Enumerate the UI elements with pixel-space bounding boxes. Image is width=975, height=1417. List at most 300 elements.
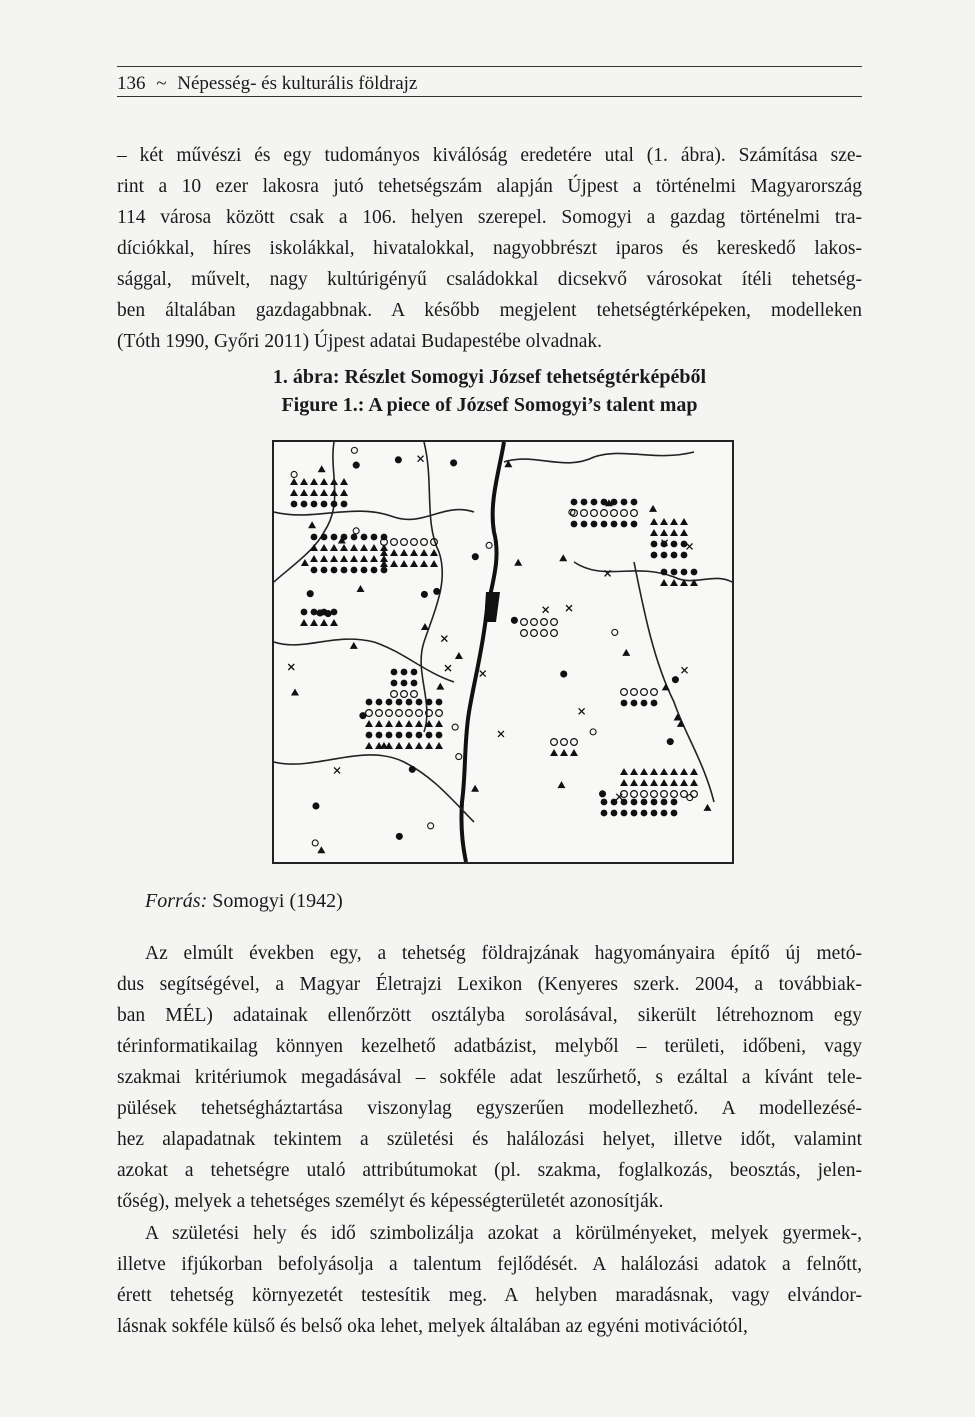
map-triangle-symbol: [317, 846, 325, 853]
map-dot-symbol: [621, 499, 628, 506]
map-open-circle-symbol: [401, 691, 408, 698]
map-triangle-symbol: [310, 544, 318, 551]
map-triangle-symbol: [670, 779, 678, 786]
map-dot-symbol: [386, 699, 393, 706]
map-dot-symbol: [401, 680, 408, 687]
map-dot-symbol: [671, 810, 678, 817]
map-dot-symbol: [611, 521, 618, 528]
map-dot-symbol: [311, 609, 318, 616]
paragraph3-line: A születési hely és idő szimbolizálja azokat a körülményeket, melyek gyermek-,: [145, 1223, 862, 1244]
map-triangle-symbol: [405, 720, 413, 727]
map-open-circle-symbol: [621, 510, 628, 517]
map-cross-symbol: [687, 543, 693, 549]
map-cross-symbol: [334, 767, 340, 773]
map-cross-symbol: [441, 636, 447, 642]
map-dot-symbol: [436, 732, 443, 739]
map-triangle-symbol: [670, 518, 678, 525]
map-open-circle-symbol: [612, 629, 618, 635]
map-triangle-symbol: [435, 742, 443, 749]
map-open-circle-symbol: [421, 539, 428, 546]
map-dot-symbol: [691, 569, 698, 576]
map-dot-symbol: [581, 499, 588, 506]
map-triangle-symbol: [410, 560, 418, 567]
map-open-circle-symbol: [631, 791, 638, 798]
map-open-circle-symbol: [581, 510, 588, 517]
paragraph2-line: Az elmúlt években egy, a tehetség földrajzának hagyományaira építő új metó-: [145, 943, 862, 964]
map-dot-symbol: [411, 680, 418, 687]
map-dot-symbol: [396, 833, 402, 839]
map-dot-symbol: [651, 541, 658, 548]
map-open-circle-symbol: [671, 791, 678, 798]
map-triangle-symbol: [395, 742, 403, 749]
map-triangle-symbol: [340, 555, 348, 562]
map-triangle-symbol: [390, 560, 398, 567]
map-dot-symbol: [416, 699, 423, 706]
map-triangle-symbol: [290, 489, 298, 496]
map-triangle-symbol: [330, 544, 338, 551]
map-dot-symbol: [386, 732, 393, 739]
map-open-circle-symbol: [353, 528, 359, 534]
map-dot-symbol: [571, 521, 578, 528]
running-header: [117, 72, 862, 98]
map-dot-symbol: [391, 669, 398, 676]
map-triangle-symbol: [350, 642, 358, 649]
talent-map-figure: [272, 440, 734, 864]
map-open-circle-symbol: [411, 691, 418, 698]
map-triangle-symbol: [622, 649, 630, 656]
map-dot-symbol: [436, 699, 443, 706]
map-dot-symbol: [353, 462, 359, 468]
map-dot-symbol: [434, 588, 440, 594]
map-dot-symbol: [489, 615, 495, 621]
map-cross-symbol: [566, 605, 572, 611]
map-dot-symbol: [341, 567, 348, 574]
map-dot-symbol: [301, 609, 308, 616]
map-dot-symbol: [421, 591, 427, 597]
map-dot-symbol: [641, 700, 648, 707]
figure-source: [145, 890, 343, 913]
paragraph1-line: ben általában gazdagabbnak. A később megjelent tehetségtérképeken, modelleken: [117, 300, 862, 321]
map-dot-symbol: [321, 534, 328, 541]
map-triangle-symbol: [310, 555, 318, 562]
paragraph-2: [117, 938, 862, 1217]
map-dot-symbol: [391, 680, 398, 687]
map-triangle-symbol: [660, 779, 668, 786]
map-dot-symbol: [621, 810, 628, 817]
map-open-circle-symbol: [386, 710, 393, 717]
map-triangle-symbol: [330, 555, 338, 562]
paragraph1-line: (Tóth 1990, Győri 2011) Újpest adatai Budapestébe olvadnak.: [117, 331, 603, 352]
map-triangle-symbol: [308, 521, 316, 528]
map-triangle-symbol: [650, 529, 658, 536]
map-dot-symbol: [661, 569, 668, 576]
map-dot-symbol: [291, 501, 298, 508]
map-triangle-symbol: [420, 560, 428, 567]
map-dot-symbol: [317, 610, 323, 616]
map-dot-symbol: [351, 567, 358, 574]
map-triangle-symbol: [290, 478, 298, 485]
paragraph2-line: azokat a tehetségre utaló attribútumokat (pl. szakma, foglalkozás, beosztás, jelen-: [117, 1160, 862, 1181]
map-cross-symbol: [498, 731, 504, 737]
map-triangle-symbol: [340, 478, 348, 485]
map-open-circle-symbol: [391, 539, 398, 546]
map-triangle-symbol: [405, 742, 413, 749]
map-triangle-symbol: [370, 544, 378, 551]
map-dot-symbol: [631, 810, 638, 817]
map-open-circle-symbol: [411, 539, 418, 546]
map-dot-symbol: [631, 799, 638, 806]
map-dot-symbol: [651, 552, 658, 559]
map-dot-symbol: [681, 552, 688, 559]
map-triangle-symbol: [420, 549, 428, 556]
map-dot-symbol: [366, 732, 373, 739]
map-dot-symbol: [331, 609, 338, 616]
map-dot-symbol: [376, 732, 383, 739]
map-triangle-symbol: [400, 560, 408, 567]
map-dot-symbol: [667, 739, 673, 745]
map-dot-symbol: [341, 501, 348, 508]
map-dot-symbol: [396, 699, 403, 706]
map-dot-symbol: [331, 534, 338, 541]
paragraph2-line: pülések tehetségháztartása viszonylag egyszerűen modellezhető. A modellezésé-: [117, 1098, 862, 1119]
map-open-circle-symbol: [611, 510, 618, 517]
map-triangle-symbol: [704, 804, 712, 811]
county-border-5: [574, 562, 732, 582]
paragraph3-line: érett tehetség környezetét testesítik meg. A helyben maradásnak, vagy elvándor-: [117, 1285, 862, 1306]
map-open-circle-symbol: [641, 791, 648, 798]
paragraph1-line: 114 városa között csak a 106. helyen szerepel. Somogyi a gazdag történelmi tra-: [117, 207, 862, 228]
map-triangle-symbol: [660, 579, 668, 586]
map-dot-symbol: [371, 567, 378, 574]
map-triangle-symbol: [559, 554, 567, 561]
paragraph2-line: tőség), melyek a tehetséges személyt és képességterületét azonosítják.: [117, 1191, 664, 1212]
map-dot-symbol: [411, 669, 418, 676]
map-dot-symbol: [651, 700, 658, 707]
county-border-7: [274, 755, 474, 822]
map-triangle-symbol: [340, 489, 348, 496]
map-triangle-symbol: [320, 478, 328, 485]
danube-river: [461, 442, 504, 862]
map-open-circle-symbol: [366, 710, 373, 717]
map-dot-symbol: [381, 567, 388, 574]
map-open-circle-symbol: [541, 619, 548, 626]
map-dot-symbol: [621, 521, 628, 528]
map-triangle-symbol: [680, 518, 688, 525]
map-triangle-symbol: [620, 768, 628, 775]
map-dot-symbol: [351, 534, 358, 541]
map-triangle-symbol: [356, 585, 364, 592]
county-border-3: [274, 639, 454, 682]
map-open-circle-symbol: [651, 689, 658, 696]
paragraph2-line: térinformatikailag könnyen kezelhető adatbázist, melyből – területi, időbeni, vagy: [117, 1036, 862, 1057]
map-cross-symbol: [543, 607, 549, 613]
map-open-circle-symbol: [551, 630, 558, 637]
map-dot-symbol: [313, 803, 319, 809]
map-triangle-symbol: [640, 768, 648, 775]
map-dot-symbol: [401, 669, 408, 676]
map-triangle-symbol: [690, 768, 698, 775]
map-dot-symbol: [591, 499, 598, 506]
map-triangle-symbol: [550, 749, 558, 756]
map-triangle-symbol: [430, 560, 438, 567]
map-open-circle-symbol: [531, 619, 538, 626]
map-open-circle-symbol: [486, 542, 492, 548]
paragraph2-line: ban MÉL) adatainak ellenőrzött osztályba sorolásával, sikerült létrehoznom egy: [117, 1005, 862, 1026]
map-triangle-symbol: [630, 779, 638, 786]
paragraph1-line: – két művészi és egy tudományos kiválóság eredetére utal (1. ábra). Számítása sze-: [117, 145, 862, 166]
map-dot-symbol: [641, 799, 648, 806]
map-open-circle-symbol: [551, 739, 558, 746]
map-triangle-symbol: [557, 781, 565, 788]
map-triangle-symbol: [660, 768, 668, 775]
map-triangle-symbol: [680, 768, 688, 775]
map-dot-symbol: [641, 810, 648, 817]
map-dot-symbol: [561, 671, 567, 677]
map-dot-symbol: [631, 521, 638, 528]
map-dot-symbol: [601, 521, 608, 528]
map-triangle-symbol: [320, 555, 328, 562]
map-dot-symbol: [511, 617, 517, 623]
map-open-circle-symbol: [351, 447, 357, 453]
map-dot-symbol: [661, 799, 668, 806]
map-dot-symbol: [631, 499, 638, 506]
map-triangle-symbol: [415, 742, 423, 749]
map-open-circle-symbol: [541, 630, 548, 637]
map-open-circle-symbol: [591, 510, 598, 517]
map-triangle-symbol: [365, 720, 373, 727]
map-triangle-symbol: [320, 619, 328, 626]
map-open-circle-symbol: [561, 739, 568, 746]
map-triangle-symbol: [370, 555, 378, 562]
map-triangle-symbol: [330, 489, 338, 496]
map-triangle-symbol: [310, 489, 318, 496]
header-bottom-rule: [117, 96, 862, 97]
paragraph3-line: illetve ifjúkorban befolyásolja a talentum fejlődését. A halálozási adatok a felnőtt,: [117, 1254, 862, 1275]
map-dot-symbol: [331, 567, 338, 574]
map-cross-symbol: [418, 456, 424, 462]
map-triangle-symbol: [455, 652, 463, 659]
map-open-circle-symbol: [376, 710, 383, 717]
map-triangle-symbol: [650, 779, 658, 786]
map-dot-symbol: [406, 699, 413, 706]
map-dot-symbol: [321, 501, 328, 508]
map-open-circle-symbol: [590, 729, 596, 735]
paragraph2-line: szakmai kritériumok megadásával – sokféle adat leszűrhető, s ezáltal a kívánt tele-: [117, 1067, 862, 1088]
map-dot-symbol: [416, 732, 423, 739]
map-open-circle-symbol: [452, 724, 458, 730]
map-dot-symbol: [361, 534, 368, 541]
map-dot-symbol: [371, 534, 378, 541]
map-open-circle-symbol: [651, 791, 658, 798]
talent-map-image: [274, 442, 732, 862]
map-triangle-symbol: [662, 683, 670, 690]
map-triangle-symbol: [436, 683, 444, 690]
map-dot-symbol: [600, 791, 606, 797]
map-dot-symbol: [591, 521, 598, 528]
map-open-circle-symbol: [401, 539, 408, 546]
map-dot-symbol: [661, 810, 668, 817]
paragraph-1: [117, 140, 862, 357]
map-cross-symbol: [480, 671, 486, 677]
map-triangle-symbol: [680, 529, 688, 536]
map-dot-symbol: [681, 569, 688, 576]
map-open-circle-symbol: [641, 689, 648, 696]
map-triangle-symbol: [620, 779, 628, 786]
map-triangle-symbol: [365, 742, 373, 749]
map-triangle-symbol: [360, 544, 368, 551]
map-cross-symbol: [682, 667, 688, 673]
map-dot-symbol: [601, 799, 608, 806]
map-open-circle-symbol: [631, 510, 638, 517]
map-triangle-symbol: [360, 555, 368, 562]
source-label: Forrás:: [145, 890, 208, 912]
map-dot-symbol: [366, 699, 373, 706]
map-open-circle-symbol: [571, 739, 578, 746]
map-triangle-symbol: [670, 768, 678, 775]
map-triangle-symbol: [680, 779, 688, 786]
map-open-circle-symbol: [312, 840, 318, 846]
map-dot-symbol: [307, 591, 313, 597]
map-triangle-symbol: [660, 518, 668, 525]
map-symbols: [288, 447, 711, 853]
map-triangle-symbol: [385, 720, 393, 727]
map-cross-symbol: [579, 708, 585, 714]
map-dot-symbol: [581, 521, 588, 528]
map-triangle-symbol: [395, 720, 403, 727]
map-dot-symbol: [621, 700, 628, 707]
map-triangle-symbol: [330, 619, 338, 626]
running-title: Népesség- és kulturális földrajz: [177, 73, 418, 94]
source-text: Somogyi (1942): [207, 890, 343, 912]
map-open-circle-symbol: [531, 630, 538, 637]
map-dot-symbol: [376, 699, 383, 706]
paragraph1-line: díciókkal, híres iskolákkal, hivatalokkal, nagyobbrészt iparos és kereskedő lakos-: [117, 238, 862, 259]
map-open-circle-symbol: [428, 823, 434, 829]
map-dot-symbol: [601, 810, 608, 817]
map-dot-symbol: [571, 499, 578, 506]
paragraph2-line: dus segítségével, a Magyar Életrajzi Lexikon (Kenyeres szerk. 2004, a továbbiak-: [117, 974, 862, 995]
map-triangle-symbol: [670, 579, 678, 586]
map-dot-symbol: [671, 569, 678, 576]
map-triangle-symbol: [690, 779, 698, 786]
paragraph1-line: sággal, művelt, nagy kultúrigényű családokkal dicsekvő városokat ítéli tehetség-: [117, 269, 862, 290]
map-triangle-symbol: [677, 720, 685, 727]
paragraph3-line: lásnak sokféle külső és belső oka lehet, melyek általában az egyéni motivációtól,: [117, 1316, 748, 1337]
map-open-circle-symbol: [691, 791, 698, 798]
map-dot-symbol: [472, 554, 478, 560]
map-open-circle-symbol: [621, 689, 628, 696]
map-triangle-symbol: [415, 720, 423, 727]
map-open-circle-symbol: [551, 619, 558, 626]
map-triangle-symbol: [350, 555, 358, 562]
county-border-1: [274, 510, 474, 520]
map-triangle-symbol: [350, 544, 358, 551]
map-dot-symbol: [409, 766, 415, 772]
map-dot-symbol: [311, 534, 318, 541]
map-triangle-symbol: [300, 489, 308, 496]
map-open-circle-symbol: [521, 630, 528, 637]
map-dot-symbol: [672, 677, 678, 683]
map-triangle-symbol: [435, 720, 443, 727]
map-open-circle-symbol: [406, 710, 413, 717]
map-dot-symbol: [671, 799, 678, 806]
map-open-circle-symbol: [681, 791, 688, 798]
map-triangle-symbol: [670, 529, 678, 536]
map-dot-symbol: [406, 732, 413, 739]
map-dot-symbol: [301, 501, 308, 508]
map-triangle-symbol: [291, 689, 299, 696]
map-triangle-symbol: [650, 768, 658, 775]
map-triangle-symbol: [560, 749, 568, 756]
map-dot-symbol: [451, 460, 457, 466]
map-dot-symbol: [426, 732, 433, 739]
map-open-circle-symbol: [291, 471, 297, 477]
map-dot-symbol: [396, 732, 403, 739]
map-open-circle-symbol: [631, 689, 638, 696]
map-triangle-symbol: [380, 742, 388, 749]
map-open-circle-symbol: [391, 691, 398, 698]
map-open-circle-symbol: [456, 754, 462, 760]
map-dot-symbol: [611, 810, 618, 817]
map-triangle-symbol: [410, 549, 418, 556]
map-triangle-symbol: [660, 529, 668, 536]
map-triangle-symbol: [320, 544, 328, 551]
paragraph2-line: hez alapadatnak tekintem a születési és halálozási helyet, illetve időt, valamint: [117, 1129, 862, 1150]
map-cross-symbol: [288, 664, 294, 670]
figure-caption-en: Figure 1.: A piece of József Somogyi’s talent map: [281, 394, 698, 416]
map-triangle-symbol: [340, 544, 348, 551]
map-triangle-symbol: [640, 779, 648, 786]
map-dot-symbol: [325, 611, 331, 617]
map-cross-symbol: [445, 665, 451, 671]
map-open-circle-symbol: [601, 510, 608, 517]
map-triangle-symbol: [649, 505, 657, 512]
map-open-circle-symbol: [661, 791, 668, 798]
paragraph-3: [117, 1218, 862, 1342]
map-dot-symbol: [360, 713, 366, 719]
map-dot-symbol: [671, 552, 678, 559]
map-dot-symbol: [311, 567, 318, 574]
map-triangle-symbol: [650, 518, 658, 525]
map-triangle-symbol: [318, 465, 326, 472]
paragraph1-line: rint a 10 ezer lakosra jutó tehetségszám alapján Újpest a történelmi Magyarország: [117, 176, 862, 197]
map-dot-symbol: [661, 552, 668, 559]
map-dot-symbol: [426, 699, 433, 706]
county-border-4: [504, 452, 694, 463]
map-dot-symbol: [321, 567, 328, 574]
header-separator: ~: [156, 73, 167, 94]
map-open-circle-symbol: [687, 795, 693, 801]
map-triangle-symbol: [630, 768, 638, 775]
map-triangle-symbol: [301, 559, 309, 566]
map-triangle-symbol: [375, 720, 383, 727]
map-dot-symbol: [671, 541, 678, 548]
map-open-circle-symbol: [521, 619, 528, 626]
map-triangle-symbol: [430, 549, 438, 556]
map-triangle-symbol: [421, 623, 429, 630]
map-open-circle-symbol: [396, 710, 403, 717]
map-triangle-symbol: [320, 489, 328, 496]
map-triangle-symbol: [300, 619, 308, 626]
map-dot-symbol: [631, 700, 638, 707]
figure-caption-hu: 1. ábra: Részlet Somogyi József tehetségtérképéből: [272, 366, 707, 388]
map-triangle-symbol: [425, 742, 433, 749]
map-dot-symbol: [395, 457, 401, 463]
map-triangle-symbol: [310, 619, 318, 626]
map-triangle-symbol: [390, 549, 398, 556]
map-triangle-symbol: [400, 549, 408, 556]
page-number: 136: [117, 73, 146, 94]
